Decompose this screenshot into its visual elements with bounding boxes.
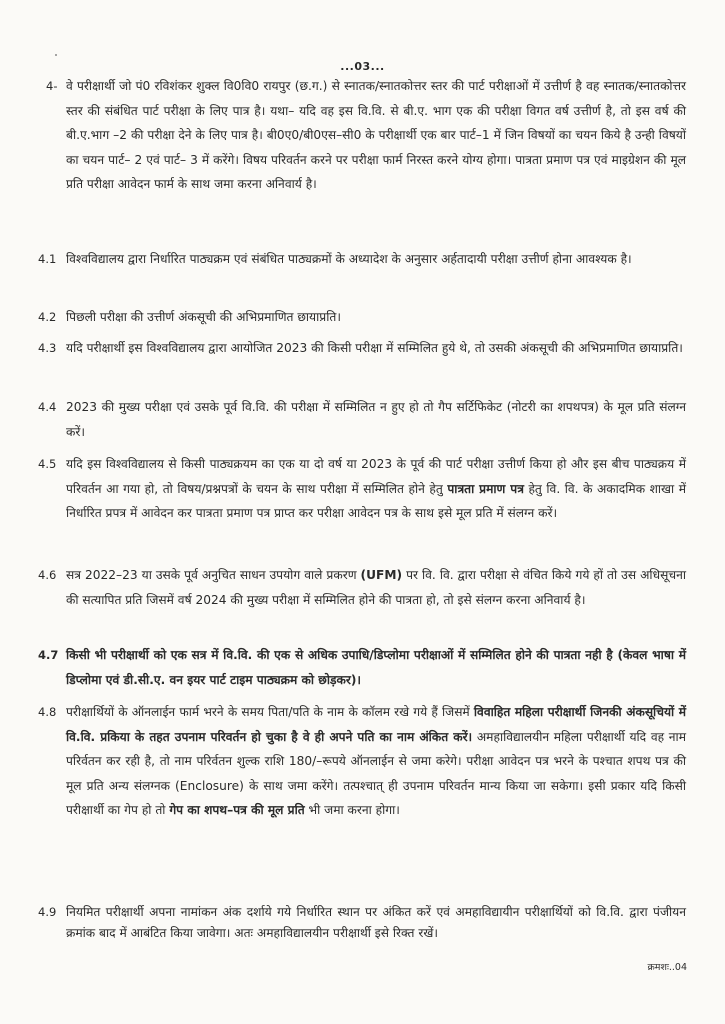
- paragraph-4-7: [38, 643, 686, 692]
- text-run: परीक्षार्थियों के ऑनलाईन फार्म भरने के समय पिता/पति के नाम के कॉलम रखे गये हैं जिसमें: [66, 705, 474, 719]
- paragraph-number: 4.2: [38, 310, 57, 324]
- text-run: वे परीक्षार्थी जो पं0 रविशंकर शुक्ल वि0वि0 रायपुर (छ.ग.) से स्नातक/स्नातकोत्तर स्तर की पार्ट परीक्षाओं में उत्तीर्ण है वह स्नातक/स्नातकोत्तर स्तर की संबंधित पार्ट परीक्षा के लिए पात्र है। यथा– यदि वह इस वि.वि. से बी.ए. भाग एक की परीक्षा विगत वर्ष उत्तीर्ण है, तो इस वर्ष की बी.ए.भाग –2 की परीक्षा देने के लिए पात्र है। बी0ए0/बी0एस–सी0 के परीक्षार्थी एक बार पार्ट–1 में जिन विषयों का चयन किये है उन्ही विषयों का चयन पार्ट– 2 एवं पार्ट– 3 में करेंगे। विषय परिवर्तन करने पर परीक्षा फार्म निरस्त करने योग्य होगा। पात्रता प्रमाण पत्र एवं माइग्रेशन की मूल प्रति परीक्षा आवेदन फार्म के साथ जमा करना अनिवार्य है।: [66, 79, 686, 191]
- paragraph-number: 4.9: [38, 905, 57, 919]
- paragraph-text: [66, 341, 683, 355]
- paragraph-4-4: [38, 395, 686, 444]
- paragraph-number: 4.7: [38, 648, 59, 662]
- paragraph-4-1: [38, 247, 686, 272]
- text-run: सत्र 2022–23 या उसके पूर्व अनुचित साधन उपयोग वाले प्रकरण: [66, 568, 361, 582]
- continued-footer: क्रमशः..04: [647, 962, 687, 973]
- paragraph-number: 4.6: [38, 568, 57, 582]
- text-run: 2023 की मुख्य परीक्षा एवं उसके पूर्व वि.वि. की परीक्षा में सम्मिलित न हुए हो तो गैप सर्टिफिकेट (नोटरी का शपथपत्र) के मूल प्रति संलग्न करें।: [66, 400, 686, 439]
- paragraph-number: 4.4: [38, 400, 57, 414]
- paragraph-text: [66, 310, 341, 324]
- paragraph-text: [66, 252, 632, 266]
- paragraph-4-3: [38, 336, 686, 361]
- paragraph-number: 4.5: [38, 457, 57, 471]
- paragraph-4-8: [38, 700, 686, 823]
- paragraph-4-2: [38, 305, 686, 330]
- text-run: यदि इस विश्वविद्यालय से किसी पाठ्यक्रयम का एक या दो वर्ष या 2023 के पूर्व की पार्ट परीक्षा उत्तीर्ण किया हो और इस बीच पाठ्यक्रय में परिवर्तन आ गया हो, तो विषय/प्रश्नपत्रों के चयन के साथ परीक्षा में सम्मिलित होने हेतु: [66, 457, 686, 496]
- paragraph-4-9: [38, 902, 686, 944]
- emphasized-text: (UFM): [360, 568, 403, 582]
- paragraph-text: [66, 400, 686, 439]
- paragraph-text: [66, 705, 686, 817]
- paragraph-text: [66, 905, 686, 940]
- emphasized-text: विवाहित महिला परीक्षार्थी जिनकी अंकसूचियों में वि.वि. प्रकिया के तहत उपनाम परिवर्तन हो चुका है वे ही अपने पति का नाम अंकित करें।: [66, 705, 686, 744]
- text-run: हेतु वि. वि. के अकादमिक शाखा में निर्धारित प्रपत्र में आवेदन कर पात्रता प्रमाण पत्र प्राप्त कर परीक्षा आवेदन पत्र के साथ इसे मूल प्रति में संलग्न करें।: [66, 481, 686, 520]
- emphasized-text: पात्रता प्रमाण पत्र: [447, 481, 524, 496]
- page-number-header: ...03...: [340, 60, 385, 73]
- paragraph-4-5: [38, 452, 686, 526]
- text-run: पर वि. वि. द्वारा परीक्षा से वंचित किये गये हों तो उस अधिसूचना की सत्यापित प्रति जिसमें वर्ष 2024 की मुख्य परीक्षा में सम्मिलित होने की पात्रता हो, तो इसे संलग्न करना अनिवार्य है।: [66, 568, 686, 607]
- emphasized-text: गेप का शपथ–पत्र की मूल प्रति: [169, 803, 305, 817]
- paragraph-number: 4.3: [38, 341, 57, 355]
- paragraph-4: [46, 74, 686, 197]
- text-run: भी जमा करना होगा।: [304, 803, 400, 817]
- text-run: अमहाविद्यालयीन महिला परीक्षार्थी यदि वह नाम परिर्वतन कर रही है, तो नाम परिर्वतन शुल्क राशि 180/–रूपये ऑनलाईन से जमा करेगे। परीक्षा आवेदन पत्र भरने के पश्चात शपथ पत्र की मूल प्रति अन्य संलग्नक (Enclosure) के साथ जमा करेंगे। तत्पश्चात् ही उपनाम परिवर्तन मान्य किया जा सकेगा। इसी प्रकार यदि किसी परीक्षार्थी का गेप हो तो: [66, 729, 686, 817]
- text-run: पिछली परीक्षा की उत्तीर्ण अंकसूची की अभिप्रमाणित छायाप्रति।: [66, 310, 341, 324]
- scan-speck: [55, 54, 57, 56]
- paragraph-number: 4.8: [38, 705, 57, 719]
- paragraph-text: [66, 648, 686, 687]
- paragraph-4-6: [38, 563, 686, 612]
- paragraph-text: [66, 568, 686, 607]
- emphasized-text: किसी भी परीक्षार्थी को एक सत्र में वि.वि. की एक से अधिक उपाधि/डिप्लोमा परीक्षाओं में सम्मिलित होने की पात्रता नही है (केवल भाषा में डिप्लोमा एवं डी.सी.ए. वन इयर पार्ट टाइम पाठ्यक्रम को छोड़कर)।: [66, 648, 686, 687]
- text-run: यदि परीक्षार्थी इस विश्वविद्यालय द्वारा आयोजित 2023 की किसी परीक्षा में सम्मिलित हुये थे, तो उसकी अंकसूची की अभिप्रमाणित छायाप्रति।: [66, 341, 683, 355]
- paragraph-text: [66, 457, 686, 520]
- paragraph-number: 4-: [46, 79, 58, 93]
- paragraph-number: 4.1: [38, 252, 57, 266]
- text-run: विश्वविद्यालय द्वारा निर्धारित पाठ्यक्रम एवं संबंधित पाठ्यक्रमों के अध्यादेश के अनुसार अर्हतादायी परीक्षा उत्तीर्ण होना आवश्यक है।: [66, 252, 632, 266]
- text-run: नियमित परीक्षार्थी अपना नामांकन अंक दर्शाये गये निर्धारित स्थान पर अंकित करें एवं अमहाविद्यायीन परीक्षार्थियों को वि.वि. द्वारा पंजीयन क्रमांक बाद में आबंटित किया जावेगा। अतः अमहाविद्यालयीन परीक्षार्थी इसे रिक्त रखें।: [66, 905, 686, 940]
- paragraph-text: [66, 79, 686, 191]
